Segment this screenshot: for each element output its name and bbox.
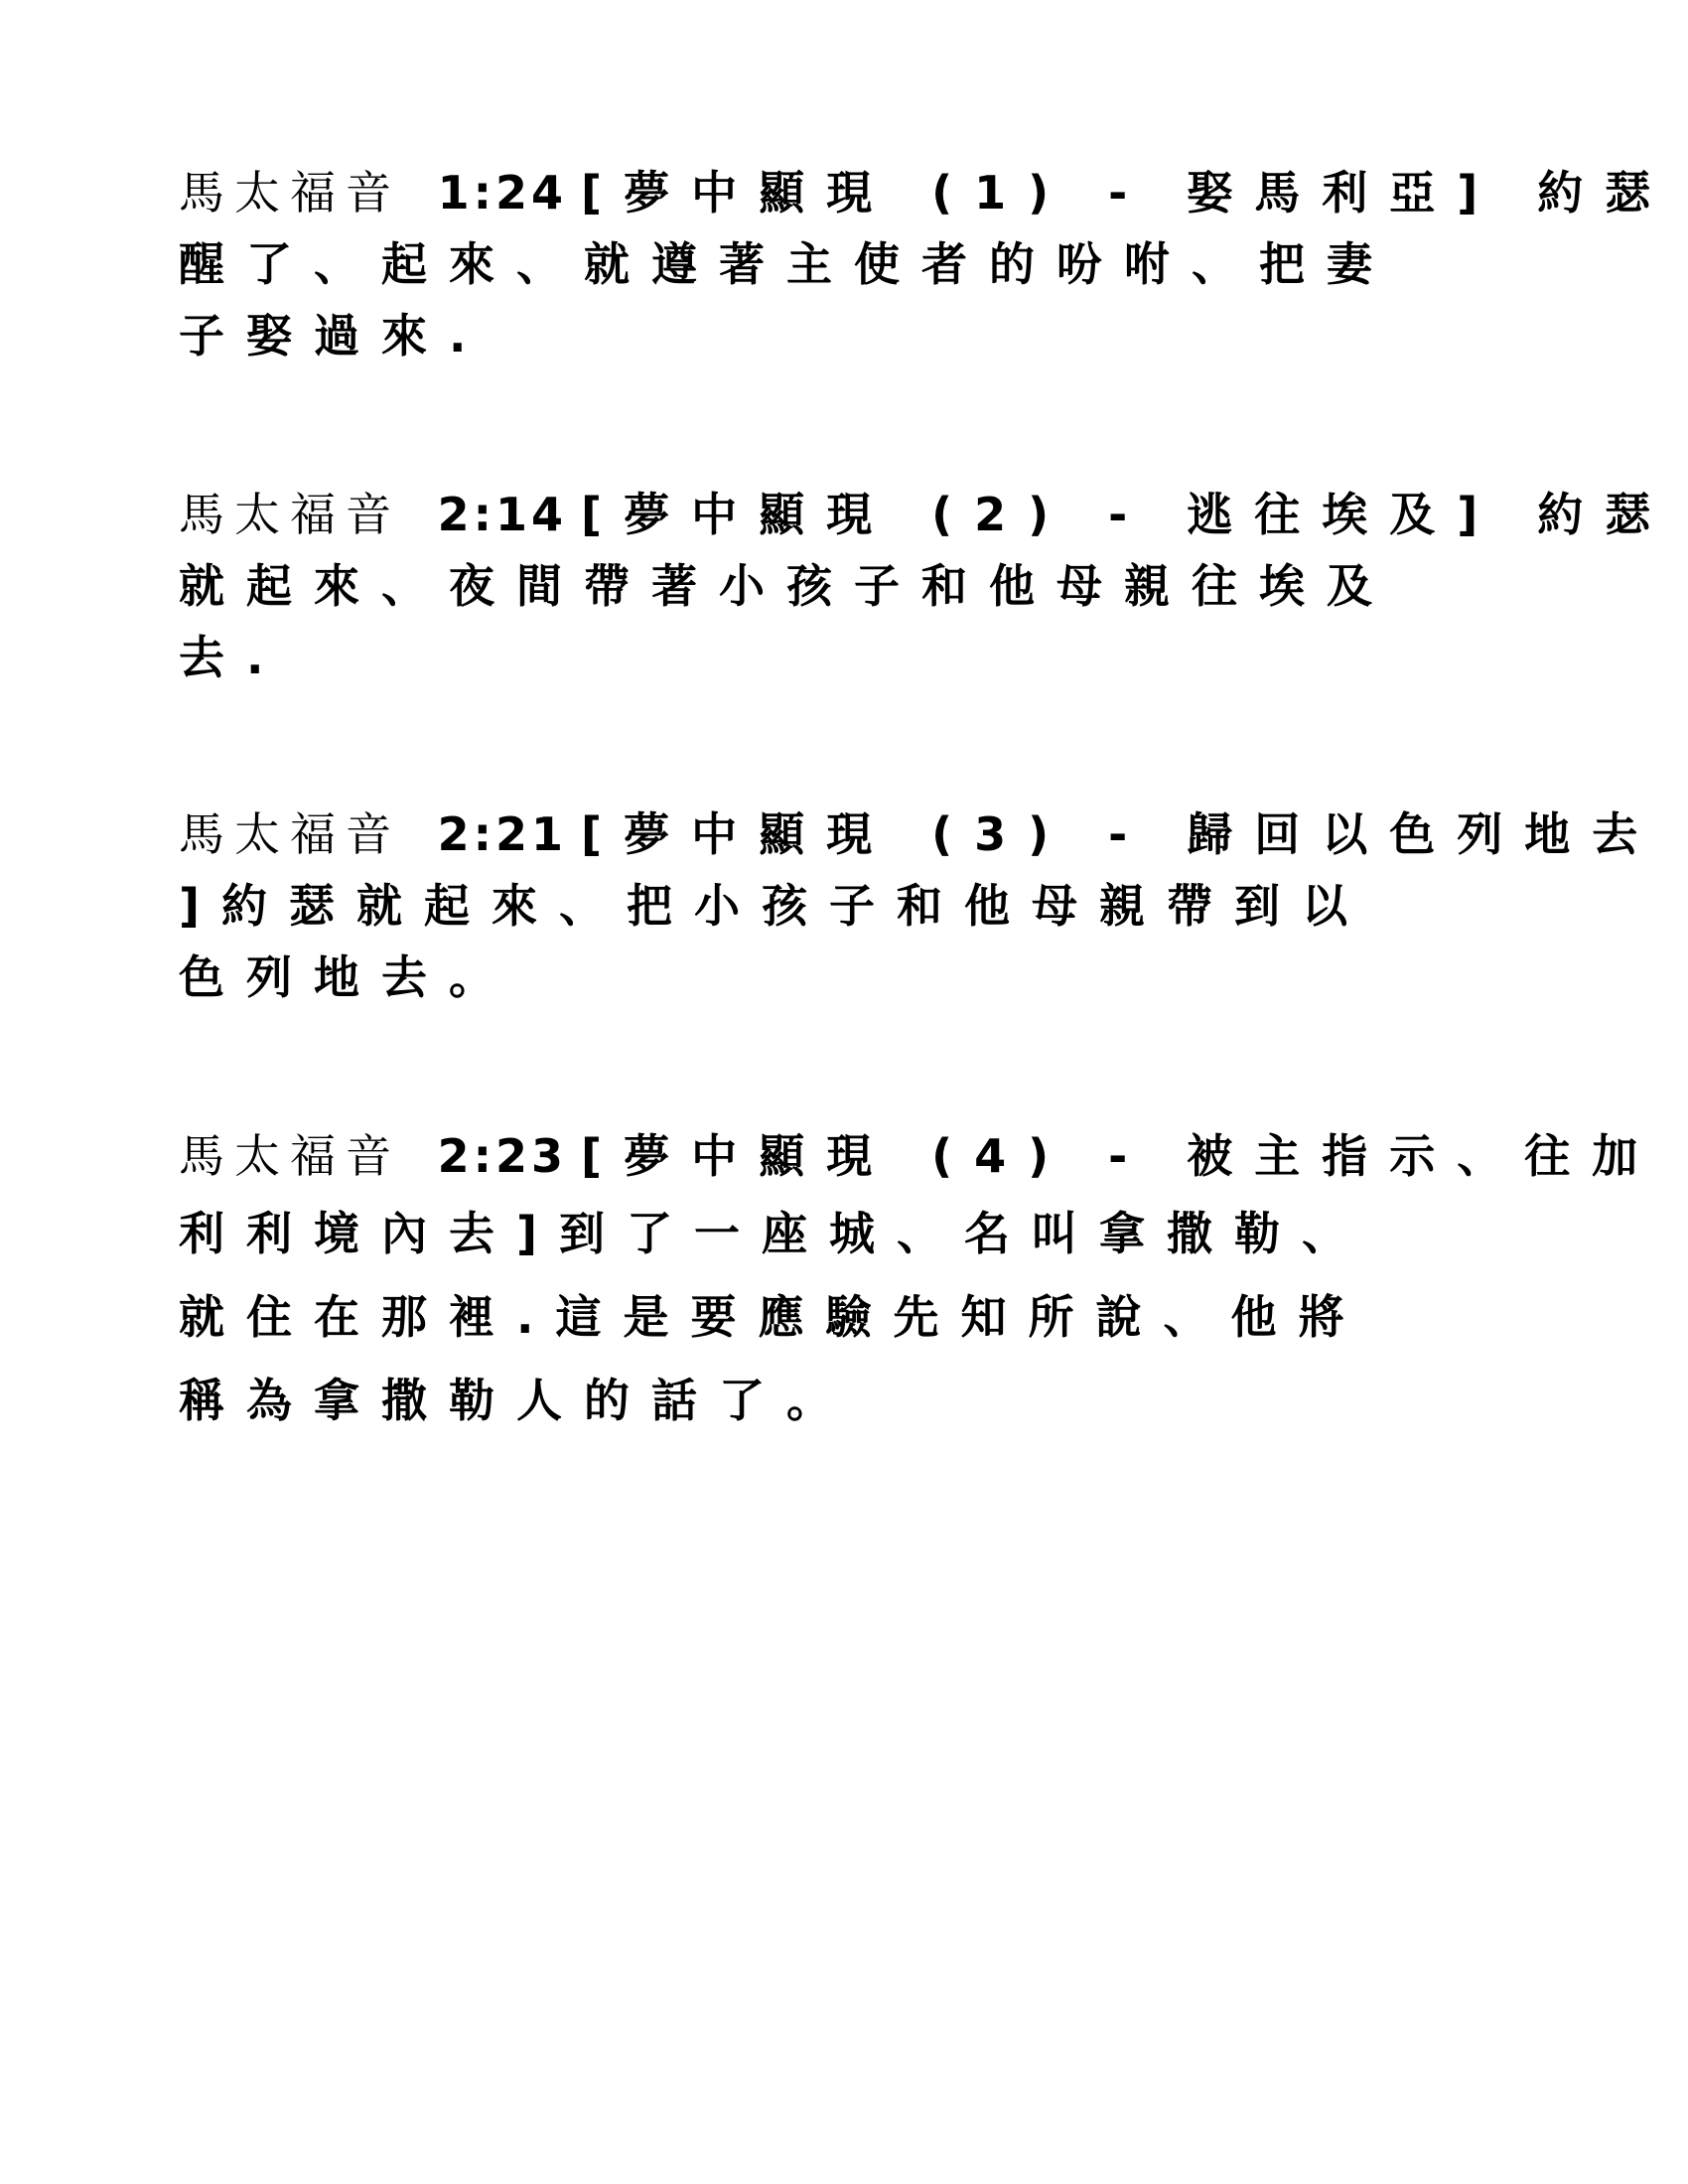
verse-text: [夢中顯現 (4) - 被主指示、往加	[581, 1129, 1660, 1183]
book-name: 馬太福音	[179, 166, 401, 219]
book-name: 馬太福音	[179, 807, 401, 861]
verse-matthew-2-23	[179, 1120, 1660, 1442]
verse-text: 醒了、起來、就遵著主使者的吩咐、把妻	[179, 237, 1394, 291]
verse-text: 色列地去。	[179, 950, 516, 1004]
book-name: 馬太福音	[179, 1129, 401, 1183]
verse-line	[179, 479, 1673, 550]
verse-text: 子娶過來.	[179, 309, 489, 363]
verse-text: 利利境內去]到了一座城、名叫拿撒勒、	[179, 1207, 1370, 1260]
verse-line	[179, 157, 1673, 228]
verse-text: 去.	[179, 631, 286, 684]
verse-matthew-1-24	[179, 157, 1673, 371]
verse-text: ]約瑟就起來、把小孩子和他母親帶到以	[179, 879, 1370, 933]
verse-line	[179, 622, 1509, 693]
book-name: 馬太福音	[179, 488, 401, 541]
verse-matthew-2-21	[179, 799, 1660, 1013]
verse-line	[179, 1359, 1509, 1442]
verse-reference: 2:21	[437, 807, 568, 861]
verse-line	[179, 228, 1509, 300]
verse-line	[179, 942, 1509, 1013]
verse-text: 就起來、夜間帶著小孩子和他母親往埃及	[179, 559, 1394, 613]
verse-line	[179, 300, 1509, 371]
verse-line	[179, 870, 1509, 942]
verse-reference: 2:14	[437, 488, 568, 541]
verse-line	[179, 1275, 1509, 1359]
verse-line	[179, 1120, 1660, 1192]
verse-line	[179, 1192, 1509, 1275]
verse-text: 就住在那裡.這是要應驗先知所說、他將	[179, 1290, 1366, 1344]
verse-text: [夢中顯現 (1) - 娶馬利亞] 約瑟	[581, 166, 1673, 219]
verse-text: [夢中顯現 (3) - 歸回以色列地去	[581, 807, 1660, 861]
verse-line	[179, 550, 1509, 622]
verse-line	[179, 799, 1660, 870]
verse-matthew-2-14	[179, 479, 1673, 693]
verse-reference: 2:23	[437, 1129, 568, 1183]
verse-reference: 1:24	[437, 166, 568, 219]
verse-text: 稱為拿撒勒人的話了。	[179, 1374, 854, 1427]
verse-text: [夢中顯現 (2) - 逃往埃及] 約瑟	[581, 488, 1673, 541]
